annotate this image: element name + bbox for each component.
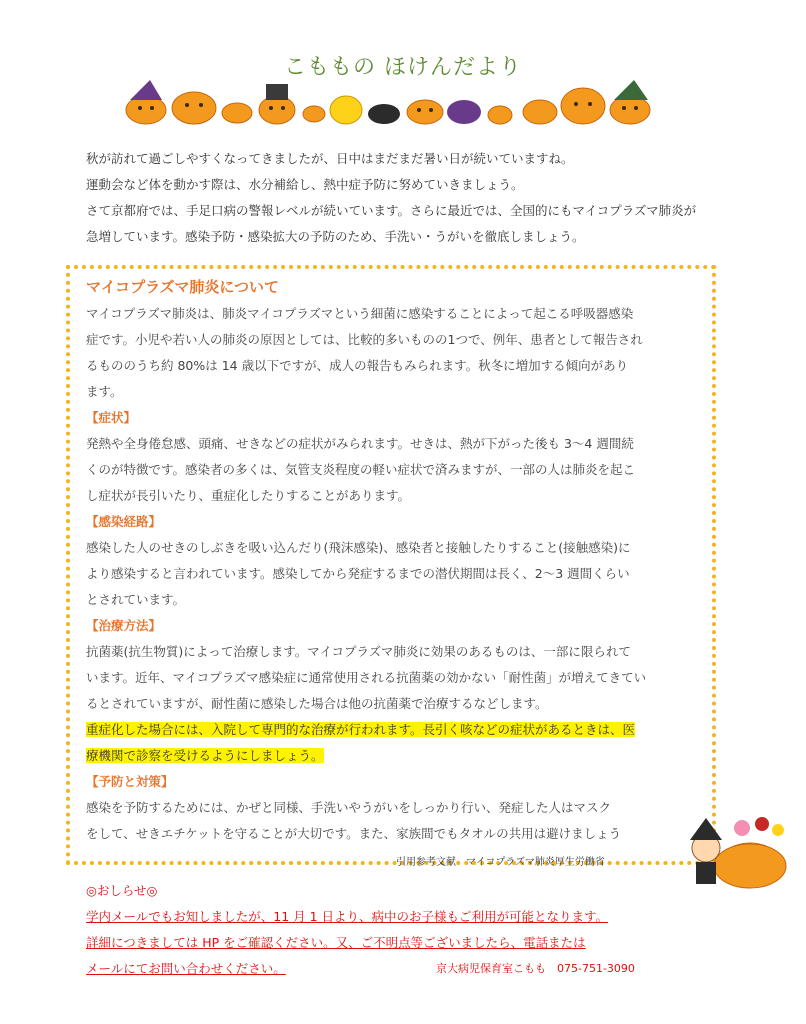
pumpkin-icon [610,96,650,124]
notice-heading: ◎おしらせ◎ [86,883,158,898]
candy-icon [755,817,769,831]
witch-hat-icon [690,818,722,840]
witch-hat-icon [614,80,648,100]
purple-pumpkin-icon [447,100,481,124]
reference-note: 引用参考文献 マイコプラズマ肺炎厚生労働省 [396,857,605,868]
intro-text: 秋が訪れて過ごしやすくなってきましたが、日中はまだまだ暑い日が続いていますね。 運動会など体を動かす際は、水分補給し、熱中症予防に努めていきましょう。 さて京都府では、手足口病の警報レベルが続いています。さらに最近では、全国的にもマイコプラズマ肺炎が 急増しています。感染予防・感染拡大の予防のため、手洗い・うがいを徹底しましょう。 [86,151,697,244]
top-hat-icon [266,84,288,100]
contact-info: 京大病児保育室こもも 075-751-3090 [436,962,635,975]
pumpkin-icon [303,106,325,122]
witch-hat-icon [130,80,162,100]
pumpkin-icon [407,100,443,124]
page-title: こももの ほけんだより [284,55,522,80]
article-heading: マイコプラズマ肺炎について [86,278,280,296]
pumpkin-icon [488,106,512,124]
pumpkin-icon [259,96,295,124]
black-cat-pumpkin-icon [368,104,400,124]
pumpkin-garland [120,78,660,128]
symptoms-heading: 【症状】 [86,410,137,425]
article-content: マイコプラズマ肺炎について マイコプラズマ肺炎は、肺炎マイコプラズマという細菌に感染することによって起こる呼吸器感染 症です。小児や若い人の肺炎の原因としては、比較的多いものの1つで、例年、患者として報告され るもののうち約 80%は 14 歳以下ですが、成人の報告もみられます。秋冬に増加する傾向があり ます。 【症状】 発熱や全身倦怠感、頭痛、せきなどの症状がみられます。せきは、熱が下がった後も 3～4 週間続 くのが特徴です。感染者の多くは、気管支炎程度の軽い症状で済みますが、一部の人は肺炎を起こ し症状が長引いたり、重症化したりすることがあります。 【感染経路】 感染した人のせきのしぶきを吸い込んだり(飛沫感染)、感染者と接触したりすること(接触感染)に より感染すると言われています。感染してから発症するまでの潜伏期間は長く、2～3 週間くらい とされています。 【治療方法】 抗菌薬(抗生物質)によって治療します。マイコプラズマ肺炎に効果のあるものは、一部に限られて います。近年、マイコプラズマ感染症に通常使用される抗菌薬の効かない「耐性菌」が増えてきてい るとされていますが、耐性菌に感染した場合は他の抗菌薬で治療するなどします。 重症化した場合には、入院して専門的な治療が行われます。長引く咳などの症状があるときは、医 療機関で診察を受けるようにしましょう。 【予防と対策】 感染を予防するためには、かぜと同様、手洗いやうがいをしっかり行い、発症した人はマスク をして、せきエチケットを守ることが大切です。また、家族間でもタオルの共用は避けましょう [86,273,706,847]
pumpkin-icon [222,103,252,123]
candy-icon [772,824,784,836]
pumpkin-icon [523,100,557,124]
candy-icon [734,820,750,836]
notice-section: ◎おしらせ◎ 学内メールでもお知しましたが、11 月 1 日より、病中のお子様もご利用が可能となります。 詳細につきましては HP をご確認ください。又、ご不明点等ございましたら、電話または メールにてお問い合わせください。 [86,878,726,982]
prevention-heading: 【予防と対策】 [86,774,174,789]
route-heading: 【感染経路】 [86,514,162,529]
pumpkin-icon [126,96,166,124]
pumpkin-icon [561,88,605,124]
highlight-text: 重症化した場合には、入院して専門的な治療が行われます。長引く咳などの症状があるときは、医 [86,722,636,737]
treatment-heading: 【治療方法】 [86,618,162,633]
pumpkin-icon [172,92,216,124]
yellow-pumpkin-icon [330,96,362,124]
